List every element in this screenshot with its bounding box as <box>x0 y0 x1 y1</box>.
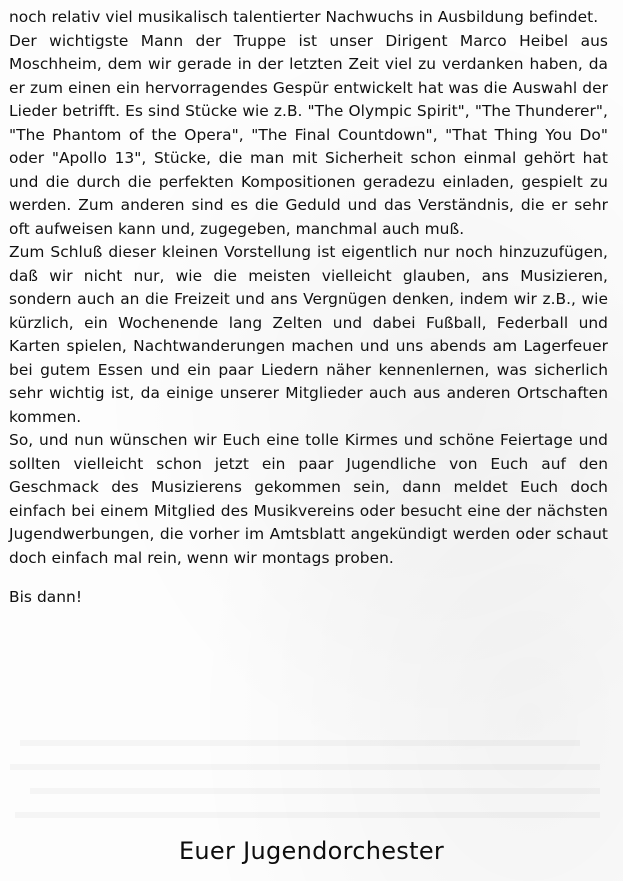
paragraph-3: Zum Schluß dieser kleinen Vorstellung ist eigentlich nur noch hinzuzufügen, daß wir nicht nur, wie die meisten vielleicht glauben, ans Musizieren, sondern auch an die Freizeit und ans Vergnügen denken, indem wir z.B., wie kürzlich, ein Wochenende lang Zelten und dabei Fußball, Federball und Karten spielen, Nachtwanderungen machen und uns abends am Lagerfeuer bei gutem Essen und ein paar Liedern näher kennenlernen, was sicherlich sehr wichtig ist, da einige unserer Mitglieder auch aus anderen Ortschaften kommen. <box>9 243 608 426</box>
paragraph-4: So, und nun wünschen wir Euch eine tolle Kirmes und schöne Feiertage und sollten vielleicht schon jetzt ein paar Jugendliche von Euch auf den Geschmack des Musizierens gekommen sein, dann meldet Euch doch einfach bei einem Mitglied des Musikvereins oder besucht eine der nächsten Jugendwerbungen, die vorher im Amtsblatt angekündigt werden oder schaut doch einfach mal rein, wenn wir montags proben. <box>9 431 608 567</box>
paragraph-2: Der wichtigste Mann der Truppe ist unser Dirigent Marco Heibel aus Moschheim, dem wir gerade in der letzten Zeit viel zu verdanken haben, da er zum einen ein hervorragendes Gespür entwickelt hat was die Auswahl der Lieder betrifft. Es sind Stücke wie z.B. "The Olympic Spirit", "The Thunderer", "The Phantom of the Opera", "The Final Countdown", "That Thing You Do" oder "Apollo 13", Stücke, die man mit Sicherheit schon einmal gehört hat und die durch die perfekten Kompositionen geradezu einladen, gespielt zu werden. Zum anderen sind es die Geduld und das Verständnis, die er sehr oft aufweisen kann und, zugegeben, manchmal auch muß. <box>9 31 608 238</box>
body-text <box>9 6 608 610</box>
paragraph-1: noch relativ viel musikalisch talentierter Nachwuchs in Ausbildung befindet. <box>9 8 599 26</box>
signature: Euer Jugendorchester <box>178 837 445 865</box>
closing-line: Bis dann! <box>9 588 83 606</box>
